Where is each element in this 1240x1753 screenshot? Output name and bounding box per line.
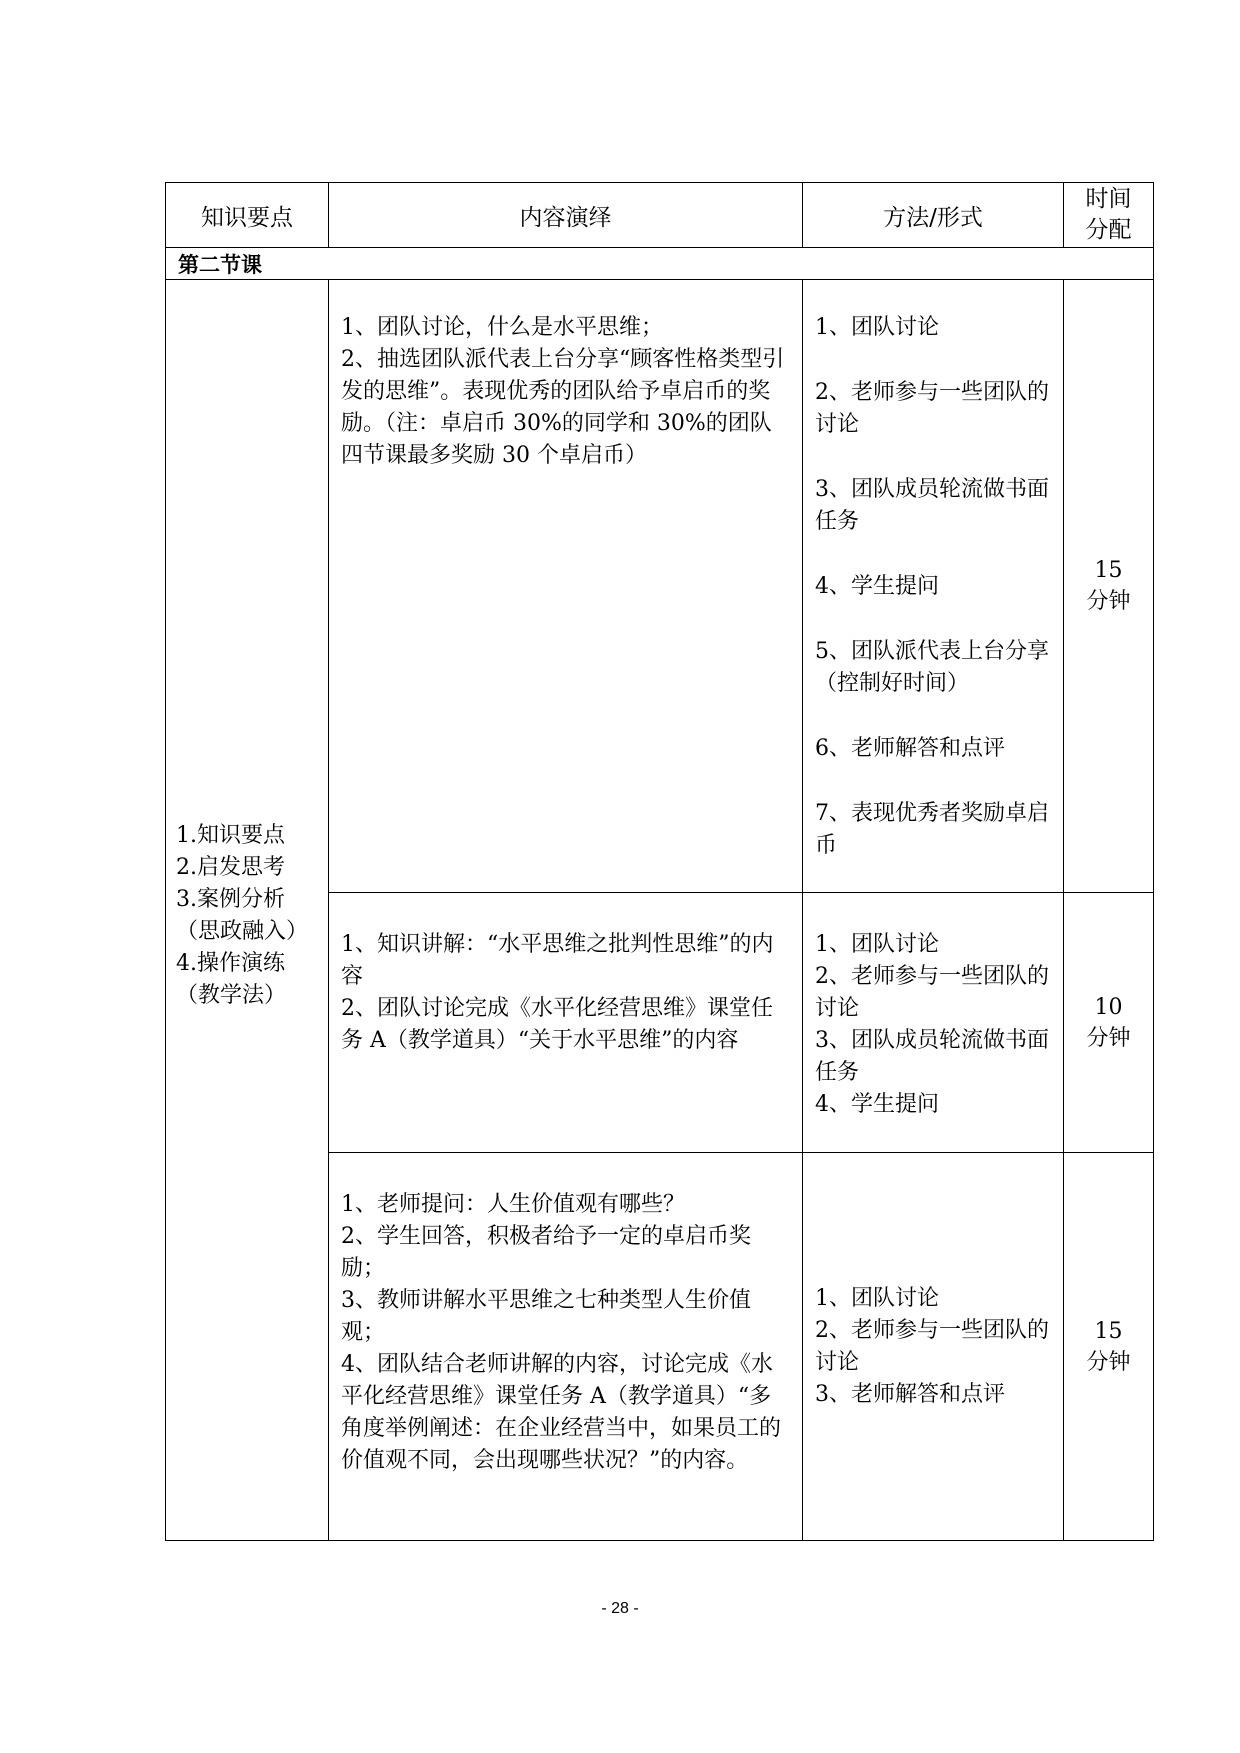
method-item: 5、团队派代表上台分享（控制好时间） xyxy=(815,639,1049,696)
content-text: 1、团队讨论，什么是水平思维； 2、抽选团队派代表上台分享“顾客性格类型引发的思维”。表现优秀的团队给予卓启币的奖励。（注：卓启币 30%的同学和 30%的团队四节课最多奖励 30 个卓启币） xyxy=(341,315,785,468)
method-item: 6、老师解答和点评 xyxy=(815,736,1005,761)
method-item: 4、学生提问 xyxy=(815,1092,939,1117)
method-cell xyxy=(803,280,1064,893)
knowledge-point-item: 4.操作演练 xyxy=(176,951,285,976)
header-time xyxy=(1064,183,1154,248)
time-cell xyxy=(1064,280,1154,893)
knowledge-point-item: （教学法） xyxy=(176,983,287,1008)
knowledge-points-list xyxy=(166,280,328,1012)
method-item: 2、老师参与一些团队的讨论 xyxy=(815,380,1049,437)
method-item: 3、老师解答和点评 xyxy=(815,1381,1005,1407)
content-text: 1、知识讲解：“水平思维之批判性思维”的内容 2、团队讨论完成《水平化经营思维》课堂任务 A（教学道具）“关于水平思维”的内容 xyxy=(341,932,774,1053)
method-item: 3、团队成员轮流做书面任务 xyxy=(815,1028,1049,1085)
time-cell xyxy=(1064,1153,1154,1541)
time-value: 15 xyxy=(1094,1318,1123,1344)
time-unit: 分钟 xyxy=(1086,1025,1131,1051)
method-item: 4、学生提问 xyxy=(815,574,939,599)
header-content: 内容演绎 xyxy=(329,183,803,248)
lesson-plan-table xyxy=(165,182,1154,1541)
header-time-line2: 分配 xyxy=(1085,217,1132,243)
section-title: 第二节课 xyxy=(166,248,1154,280)
knowledge-point-item: （思政融入） xyxy=(176,919,309,944)
time-unit: 分钟 xyxy=(1086,589,1131,614)
time-cell xyxy=(1064,893,1154,1153)
method-item: 2、老师参与一些团队的讨论 xyxy=(815,1317,1049,1375)
method-cell xyxy=(803,1153,1064,1541)
content-text: 1、老师提问：人生价值观有哪些？ 2、学生回答，积极者给予一定的卓启币奖励； 3、教师讲解水平思维之七种类型人生价值观； 4、团队结合老师讲解的内容，讨论完成《水平化经营思维》课堂任务 A（教学道具）“多角度举例阐述：在企业经营当中，如果员工的价值观不同，会出现哪些状况？”的内容。 xyxy=(341,1192,782,1473)
time-value: 10 xyxy=(1094,994,1123,1020)
knowledge-point-item: 2.启发思考 xyxy=(176,855,285,880)
header-time-line1: 时间 xyxy=(1085,186,1132,212)
method-item: 1、团队讨论 xyxy=(815,1285,939,1311)
method-item: 7、表现优秀者奖励卓启币 xyxy=(815,801,1049,858)
knowledge-point-item: 1.知识要点 xyxy=(176,823,285,848)
method-item: 1、团队讨论 xyxy=(815,932,939,957)
method-item: 1、团队讨论 xyxy=(815,315,939,340)
time-value: 15 xyxy=(1094,558,1123,583)
method-item: 2、老师参与一些团队的讨论 xyxy=(815,964,1049,1021)
content-cell xyxy=(329,1153,803,1541)
method-item: 3、团队成员轮流做书面任务 xyxy=(815,477,1049,534)
method-cell xyxy=(803,893,1064,1153)
header-row xyxy=(166,183,1154,248)
knowledge-point-item: 3.案例分析 xyxy=(176,887,285,912)
method-list xyxy=(803,280,1063,862)
table-row xyxy=(166,280,1154,893)
section-row xyxy=(166,248,1154,280)
header-knowledge: 知识要点 xyxy=(166,183,329,248)
time-unit: 分钟 xyxy=(1086,1349,1131,1375)
method-list xyxy=(803,1283,1063,1411)
knowledge-points-cell xyxy=(166,280,329,1541)
method-list xyxy=(803,893,1063,1121)
content-cell xyxy=(329,893,803,1153)
page-number: - 28 - xyxy=(601,1600,639,1617)
header-method: 方法/形式 xyxy=(803,183,1064,248)
content-cell xyxy=(329,280,803,893)
